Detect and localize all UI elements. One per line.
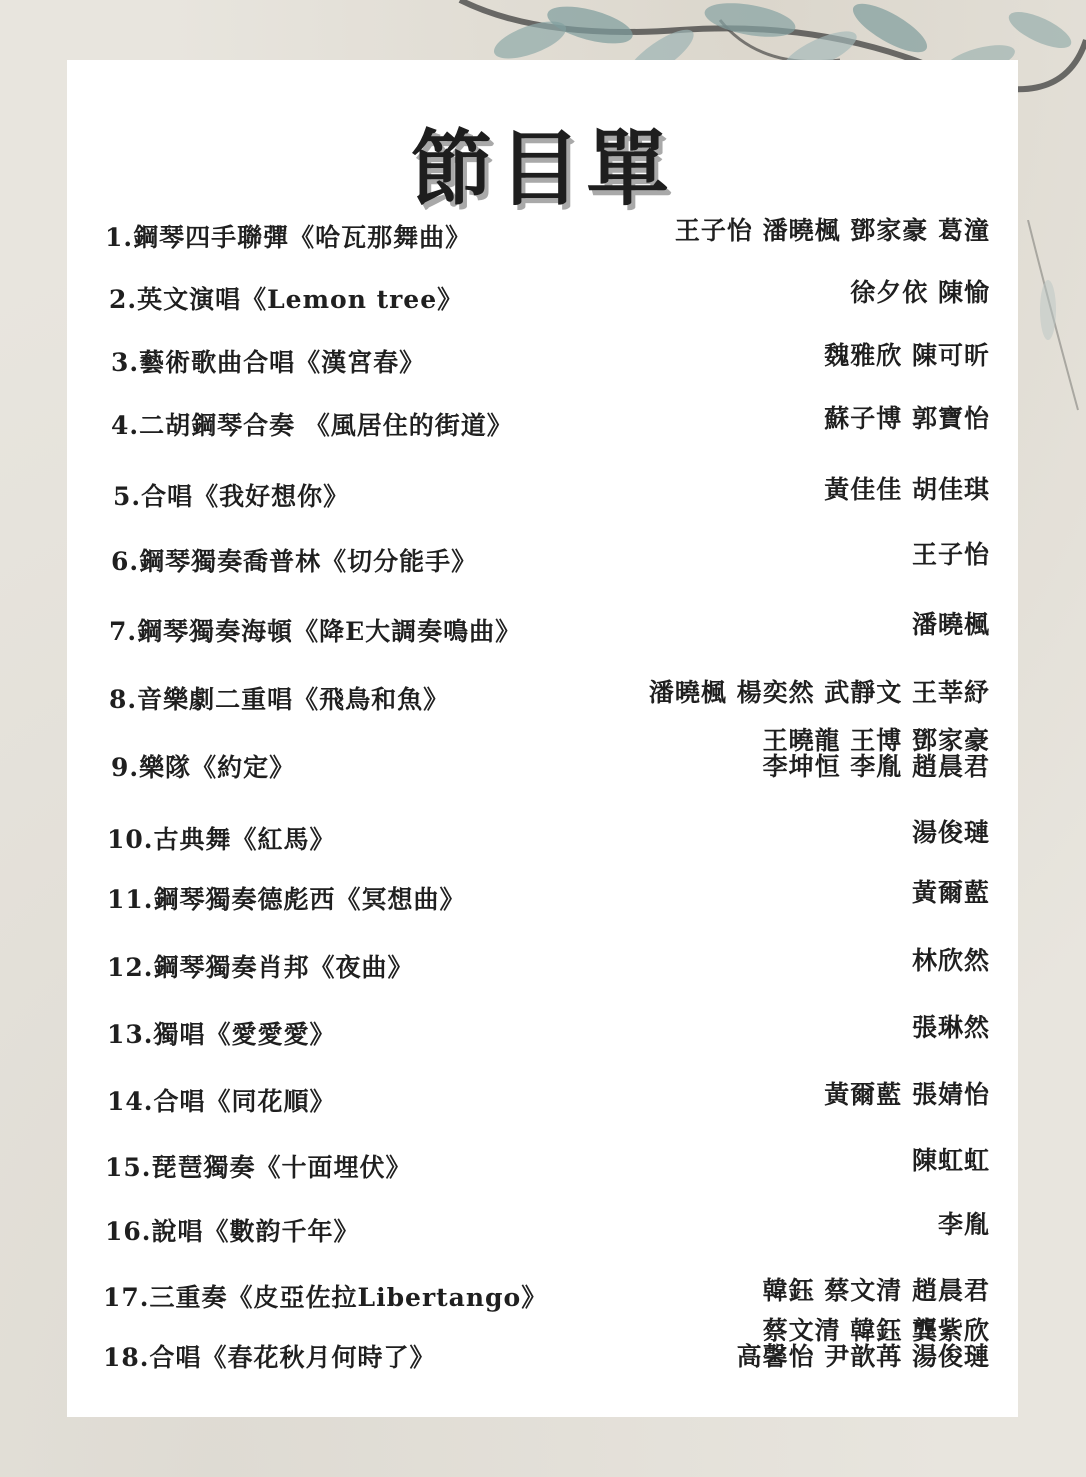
performer-line: 王子怡 <box>911 540 990 569</box>
program-title: 10.古典舞《紅馬》 <box>107 825 336 854</box>
performer-line: 林欣然 <box>911 946 990 975</box>
performer-line: 黃爾藍 <box>911 878 990 907</box>
performers <box>912 612 990 638</box>
performers <box>912 542 990 568</box>
performer-line: 李坤恒 李胤 趙晨君 <box>762 752 990 781</box>
performer-line: 李胤 <box>937 1210 990 1239</box>
program-title: 4.二胡鋼琴合奏 《風居住的街道》 <box>111 411 513 440</box>
performers <box>763 1278 990 1304</box>
performers <box>824 343 990 369</box>
program-title: 8.音樂劇二重唱《飛鳥和魚》 <box>109 685 450 714</box>
program-title: 2.英文演唱《Lemon tree》 <box>109 285 464 314</box>
performers <box>824 477 990 503</box>
performers <box>912 948 990 974</box>
performer-line: 陳虹虹 <box>911 1146 990 1175</box>
program-title: 15.琵琶獨奏《十面埋伏》 <box>105 1153 412 1182</box>
program-title: 3.藝術歌曲合唱《漢宮春》 <box>111 348 426 377</box>
performer-line: 潘曉楓 <box>911 610 990 639</box>
performer-line: 湯俊璉 <box>911 818 990 847</box>
performer-line: 蘇子博 郭寶怡 <box>824 404 990 433</box>
program-title: 1.鋼琴四手聯彈《哈瓦那舞曲》 <box>105 223 472 252</box>
performers <box>912 1148 990 1174</box>
program-title: 18.合唱《春花秋月何時了》 <box>103 1343 436 1372</box>
performer-line: 潘曉楓 楊奕然 武靜文 王莘紓 <box>648 678 990 707</box>
program-title: 16.說唱《數韵千年》 <box>105 1217 360 1246</box>
performer-line: 張琳然 <box>911 1013 990 1042</box>
performer-line: 蔡文清 韓鈺 龔紫欣 <box>762 1316 990 1345</box>
ink-leaf-illustration <box>1018 220 1086 420</box>
program-title: 6.鋼琴獨奏喬普林《切分能手》 <box>111 547 478 576</box>
performer-line: 徐夕依 陳愉 <box>850 278 990 307</box>
performers <box>912 1015 990 1041</box>
performers <box>824 406 990 432</box>
program-title: 9.樂隊《約定》 <box>111 753 296 782</box>
program-title: 17.三重奏《皮亞佐拉Libertango》 <box>103 1283 548 1312</box>
performer-line: 黃佳佳 胡佳琪 <box>824 475 990 504</box>
performer-line: 韓鈺 蔡文清 趙晨君 <box>762 1276 990 1305</box>
performers <box>912 880 990 906</box>
performers <box>824 1082 990 1108</box>
performers <box>649 680 990 706</box>
program-title: 14.合唱《同花順》 <box>107 1087 336 1116</box>
performer-line: 王曉龍 王博 鄧家豪 <box>762 726 990 755</box>
performers <box>763 728 990 780</box>
performers <box>850 280 990 306</box>
performers <box>912 820 990 846</box>
program-title: 5.合唱《我好想你》 <box>113 482 350 511</box>
performers <box>938 1212 990 1238</box>
performer-line: 魏雅欣 陳可昕 <box>824 341 990 370</box>
performers <box>737 1318 990 1370</box>
program-title: 13.獨唱《愛愛愛》 <box>107 1020 336 1049</box>
program-title: 7.鋼琴獨奏海頓《降E大調奏鳴曲》 <box>109 617 522 646</box>
performer-line: 王子怡 潘曉楓 鄧家豪 葛潼 <box>674 216 990 245</box>
program-title: 12.鋼琴獨奏肖邦《夜曲》 <box>107 953 414 982</box>
performer-line: 高馨怡 尹歆苒 湯俊璉 <box>736 1342 990 1371</box>
program-card <box>67 60 1018 1417</box>
performer-line: 黃爾藍 張婧怡 <box>824 1080 990 1109</box>
page-title: 節目單 <box>410 121 675 217</box>
program-title: 11.鋼琴獨奏德彪西《冥想曲》 <box>107 885 466 914</box>
performers <box>675 218 990 244</box>
